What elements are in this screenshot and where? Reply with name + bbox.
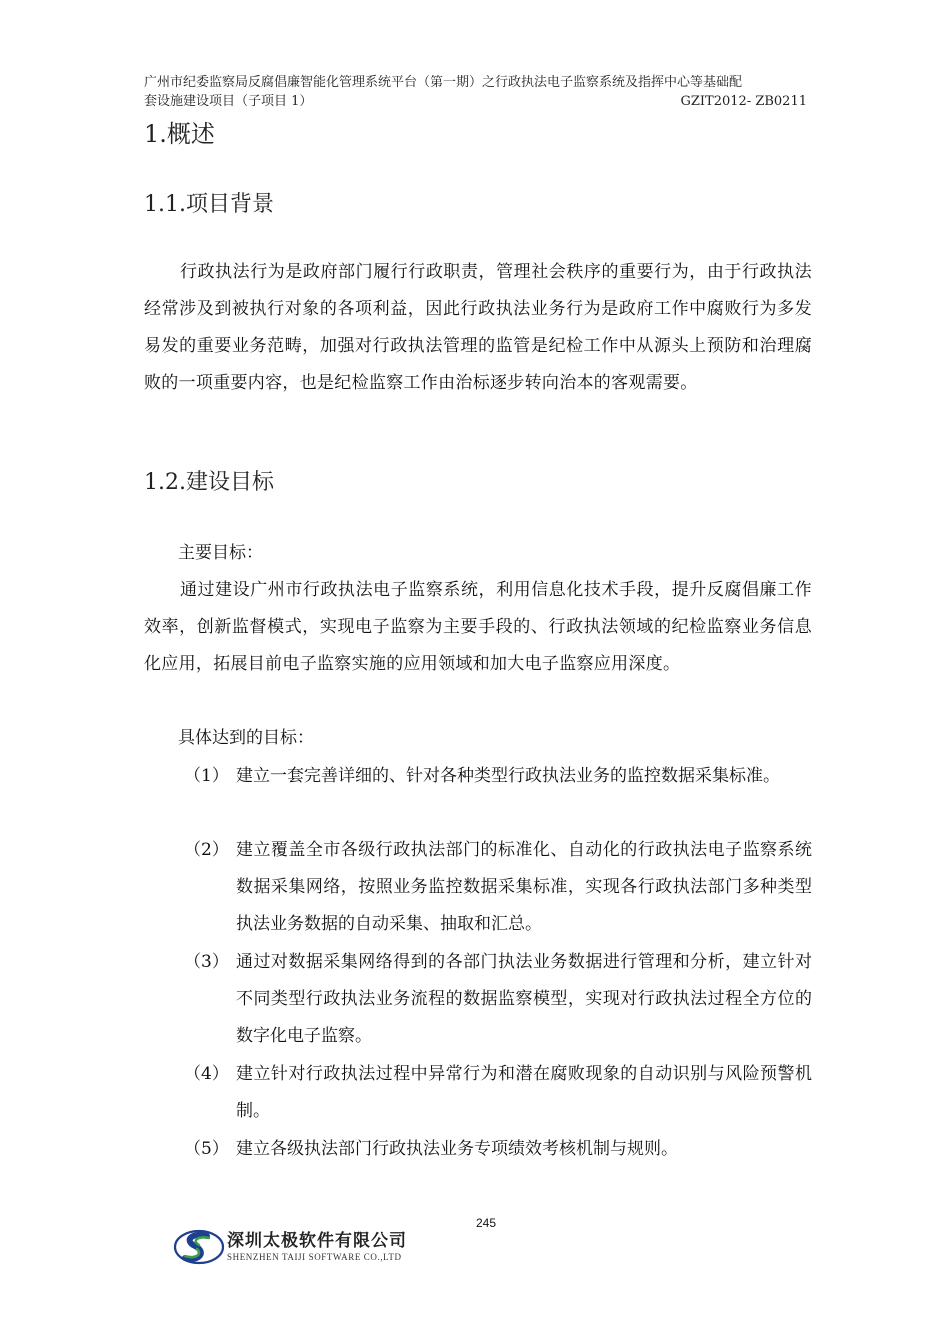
company-logo	[173, 1227, 425, 1267]
company-name-cn: 深圳太极软件有限公司	[227, 1231, 407, 1251]
running-header-line1: 广州市纪委监察局反腐倡廉智能化管理系统平台（第一期）之行政执法电子监察系统及指挥中心等基础配	[144, 75, 743, 90]
goal-text: 建立针对行政执法过程中异常行为和潜在腐败现象的自动识别与风险预警机制。	[236, 1064, 812, 1121]
subsection-heading-goals: 1.2.建设目标	[144, 470, 274, 495]
goal-text: 建立各级执法部门行政执法业务专项绩效考核机制与规则。	[236, 1139, 678, 1159]
goal-number: （3）	[184, 952, 229, 972]
main-goal-label: 主要目标：	[178, 543, 263, 563]
goal-number: （2）	[184, 840, 229, 860]
goal-number: （1）	[184, 766, 229, 786]
goal-item	[184, 944, 812, 1055]
goal-item	[184, 758, 812, 795]
section-heading-overview: 1.概述	[144, 120, 215, 148]
goal-number: （5）	[184, 1139, 229, 1159]
running-header-project: 套设施建设项目（子项目 1）	[144, 94, 313, 109]
goal-item	[184, 1056, 812, 1130]
goal-number: （4）	[184, 1064, 229, 1084]
specific-goals-label: 具体达到的目标：	[178, 728, 314, 748]
subsection-heading-background: 1.1.项目背景	[144, 192, 274, 217]
goal-text: 建立一套完善详细的、针对各种类型行政执法业务的监控数据采集标准。	[236, 766, 780, 786]
main-goal-paragraph: 通过建设广州市行政执法电子监察系统，利用信息化技术手段，提升反腐倡廉工作效率，创新监督模式，实现电子监察为主要手段的、行政执法领域的纪检监察业务信息化应用，拓展目前电子监察实施的应用领域和加大电子监察应用深度。	[144, 580, 812, 674]
goal-text: 通过对数据采集网络得到的各部门执法业务数据进行管理和分析，建立针对不同类型行政执法业务流程的数据监察模型，实现对行政执法过程全方位的数字化电子监察。	[236, 952, 812, 1046]
running-header-doc-code: GZIT2012- ZB0211	[680, 94, 807, 109]
company-names	[227, 1231, 407, 1263]
page-number: 245	[476, 1216, 497, 1230]
goal-item	[184, 1131, 812, 1168]
company-name-en: SHENZHEN TAIJI SOFTWARE CO.,LTD	[227, 1252, 402, 1262]
goal-item	[184, 832, 812, 943]
goal-text: 建立覆盖全市各级行政执法部门的标准化、自动化的行政执法电子监察系统数据采集网络，按照业务监控数据采集标准，实现各行政执法部门多种类型执法业务数据的自动采集、抽取和汇总。	[236, 840, 812, 934]
taiji-s-logo-icon	[173, 1228, 225, 1266]
running-header-line2	[144, 93, 807, 111]
background-paragraph: 行政执法行为是政府部门履行行政职责，管理社会秩序的重要行为，由于行政执法经常涉及到被执行对象的各项利益，因此行政执法业务行为是政府工作中腐败行为多发易发的重要业务范畴，加强对行政执法管理的监管是纪检工作中从源头上预防和治理腐败的一项重要内容，也是纪检监察工作由治标逐步转向治本的客观需要。	[144, 262, 812, 393]
